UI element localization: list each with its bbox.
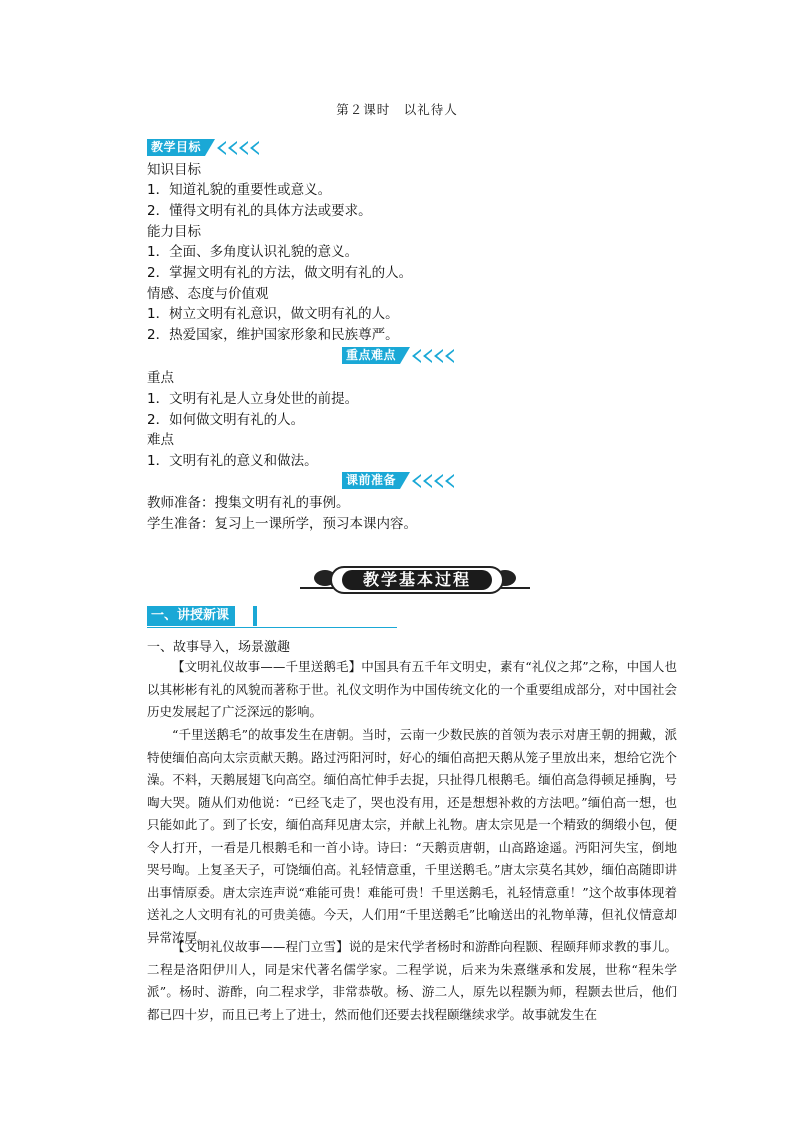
objectives-banner <box>147 139 259 156</box>
divider <box>253 606 257 626</box>
objectives-line: 1．全面、多角度认识礼貌的意义。 <box>147 244 359 260</box>
story2-title: 【文明礼仪故事——程门立雪】 <box>172 939 349 954</box>
key-line: 2．如何做文明有礼的人。 <box>147 412 305 428</box>
process-banner-label: 教学基本过程 <box>342 570 492 590</box>
section-one-header <box>147 606 397 628</box>
objectives-line: 能力目标 <box>147 224 201 240</box>
key-line: 1．文明有礼的意义和做法。 <box>147 453 318 469</box>
key-points-banner-label: 重点难点 <box>342 347 400 364</box>
story1-title: 【文明礼仪故事——千里送鹅毛】 <box>172 659 362 674</box>
key-points-banner <box>342 347 454 364</box>
chevrons-icon <box>412 474 454 488</box>
process-banner-pill <box>330 566 504 594</box>
objectives-line: 1．知道礼貌的重要性或意义。 <box>147 182 332 198</box>
key-line: 1．文明有礼是人立身处世的前提。 <box>147 391 359 407</box>
objectives-line: 2．掌握文明有礼的方法，做文明有礼的人。 <box>147 265 413 281</box>
prep-line: 教师准备：搜集文明有礼的事例。 <box>147 495 350 511</box>
prep-line: 学生准备：复习上一课所学，预习本课内容。 <box>147 516 417 532</box>
lesson-title: 第２课时 以礼待人 <box>336 102 458 117</box>
chevrons-icon <box>412 349 454 363</box>
sub-heading: 一、故事导入，场景激趣 <box>147 640 291 655</box>
objectives-line: 2．懂得文明有礼的具体方法或要求。 <box>147 203 372 219</box>
objectives-line: 知识目标 <box>147 162 201 178</box>
story1-paragraph-1 <box>147 656 677 724</box>
divider <box>147 627 397 628</box>
story1-text-1: 中国具有五千年文明史，素有“礼仪之邦”之称，中国人也以其彬彬有礼的风貌而著称于世。礼仪文明作为中国传统文化的一个重要组成部分，对中国社会历史发展起了广泛深远的影响。 <box>147 659 677 719</box>
objectives-line: 2．热爱国家，维护国家形象和民族尊严。 <box>147 327 399 343</box>
key-line: 重点 <box>147 370 174 386</box>
key-line: 难点 <box>147 432 174 448</box>
process-banner <box>300 564 530 594</box>
objectives-banner-label: 教学目标 <box>147 139 205 156</box>
story2-paragraph <box>147 936 677 1026</box>
story2-text: 说的是宋代学者杨时和游酢向程颢、程颐拜师求教的事儿。二程是洛阳伊川人，同是宋代著名儒学家。二程学说，后来为朱熹继承和发展，世称“程朱学派”。杨时、游酢，向二程求学，非常恭敬。杨、游二人，原先以程颢为师，程颢去世后，他们都已四十岁，而且已考上了进士，然而他们还要去找程颐继续求学。故事就发生在 <box>147 939 677 1022</box>
section-one-label: 一、讲授新课 <box>147 606 235 626</box>
preparation-banner <box>342 472 454 489</box>
story1-paragraph-2: “千里送鹅毛”的故事发生在唐朝。当时，云南一少数民族的首领为表示对唐王朝的拥戴，派特使缅伯高向太宗贡献天鹅。路过沔阳河时，好心的缅伯高把天鹅从笼子里放出来，想给它洗个澡。不料，天鹅展翅飞向高空。缅伯高忙伸手去捉，只扯得几根鹅毛。缅伯高急得顿足捶胸，号啕大哭。随从们劝他说：“已经飞走了，哭也没有用，还是想想补救的方法吧。”缅伯高一想，也只能如此了。到了长安，缅伯高拜见唐太宗，并献上礼物。唐太宗见是一个精致的绸缎小包，便令人打开，一看是几根鹅毛和一首小诗。诗曰：“天鹅贡唐朝，山高路途遥。沔阳河失宝，倒地哭号啕。上复圣天子，可饶缅伯高。礼轻情意重，千里送鹅毛。”唐太宗莫名其妙，缅伯高随即讲出事情原委。唐太宗连声说“难能可贵！难能可贵！千里送鹅毛，礼轻情意重！”这个故事体现着送礼之人文明有礼的可贵美德。今天，人们用“千里送鹅毛”比喻送出的礼物单薄，但礼仪情意却异常浓厚。 <box>147 727 677 945</box>
objectives-line: 1．树立文明有礼意识，做文明有礼的人。 <box>147 306 399 322</box>
chevrons-icon <box>217 141 259 155</box>
objectives-line: 情感、态度与价值观 <box>147 286 269 302</box>
preparation-banner-label: 课前准备 <box>342 472 400 489</box>
